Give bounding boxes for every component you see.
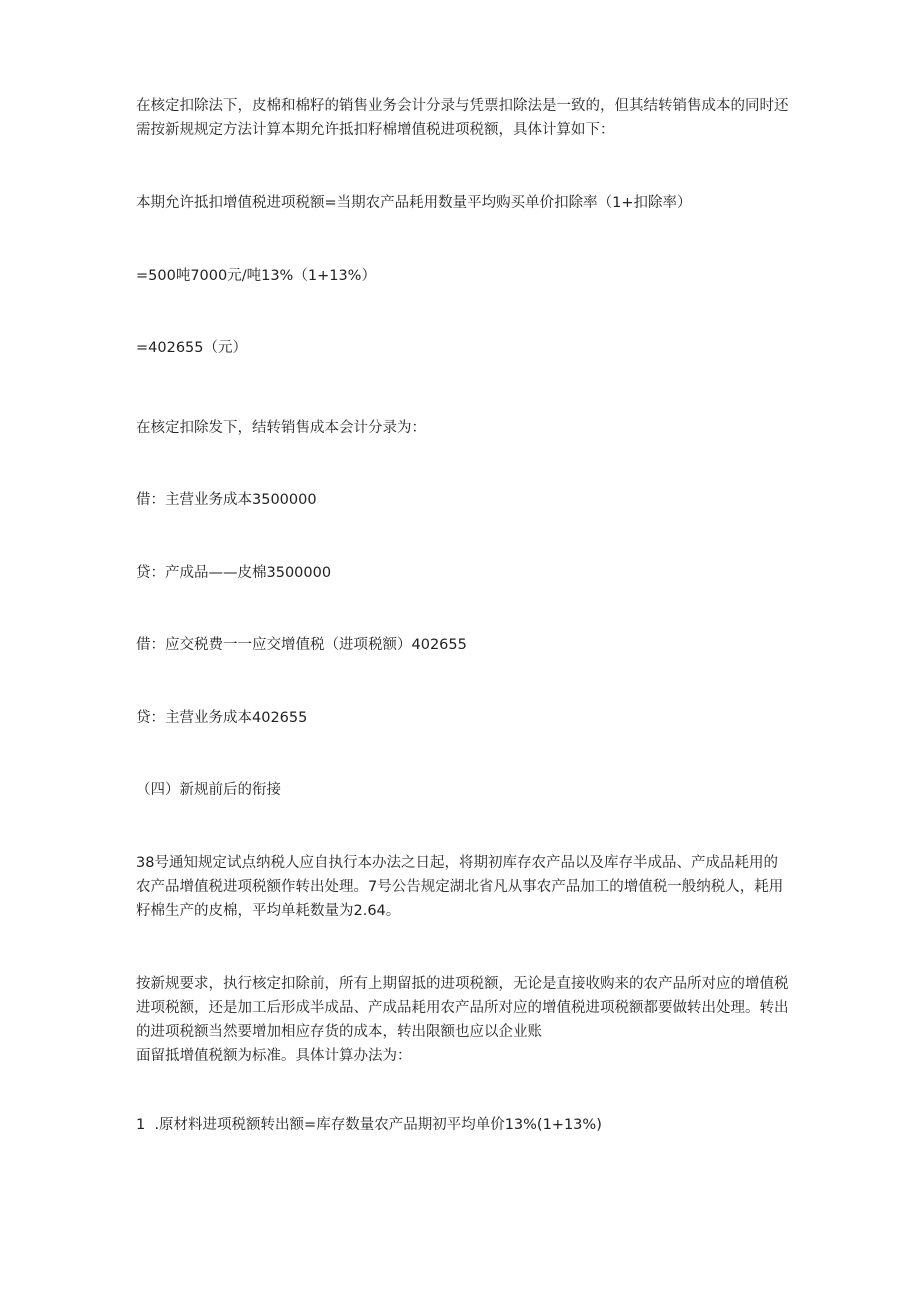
paragraph-credit-cost bbox=[136, 706, 796, 730]
text-line: 的进项税额当然要增加相应存货的成本，转出限额也应以企业账 bbox=[136, 1024, 542, 1040]
text-line: 贷：产成品——皮棉3500000 bbox=[136, 565, 332, 581]
text-line: 进项税额，还是加工后形成半成品、产成品耗用农产品所对应的增值税进项税额都要做转出处理。转出 bbox=[136, 1000, 789, 1016]
paragraph-credit-product bbox=[136, 561, 796, 585]
paragraph-deduction-method-intro bbox=[136, 94, 796, 142]
text-line: 面留抵增值税额为标准。具体计算办法为： bbox=[136, 1048, 412, 1064]
text-line: 在核定扣除法下，皮棉和棉籽的销售业务会计分录与凭票扣除法是一致的，但其结转销售成本的同时还 bbox=[136, 98, 789, 114]
paragraph-new-rules bbox=[136, 972, 796, 1068]
paragraph-calculation bbox=[136, 264, 796, 288]
text-line: 需按新规规定方法计算本期允许抵扣籽棉增值税进项税额，具体计算如下： bbox=[136, 122, 615, 138]
text-line: 1 .原材料进项税额转出额=库存数量农产品期初平均单价13%(1+13%) bbox=[136, 1117, 602, 1133]
text-line: 本期允许抵扣增值税进项税额=当期农产品耗用数量平均购买单价扣除率（1+扣除率） bbox=[136, 195, 692, 211]
text-line: （四）新规前后的衔接 bbox=[136, 782, 281, 798]
text-line: =402655（元） bbox=[136, 340, 248, 356]
section-heading bbox=[136, 778, 796, 802]
text-line: 在核定扣除发下，结转销售成本会计分录为： bbox=[136, 420, 426, 436]
text-line: 农产品增值税进项税额作转出处理。7号公告规定湖北省凡从事农产品加工的增值税一般纳税人，耗用 bbox=[136, 879, 784, 895]
paragraph-item-1 bbox=[136, 1113, 796, 1137]
paragraph-debit-tax bbox=[136, 633, 796, 657]
text-line: 贷：主营业务成本402655 bbox=[136, 710, 308, 726]
text-line: 借：应交税费一一应交增值税（进项税额）402655 bbox=[136, 637, 467, 653]
paragraph-debit-cost bbox=[136, 488, 796, 512]
paragraph-notice-38 bbox=[136, 851, 796, 923]
text-line: 籽棉生产的皮棉，平均单耗数量为2.64。 bbox=[136, 903, 401, 919]
text-line: 按新规要求，执行核定扣除前，所有上期留抵的进项税额，无论是直接收购来的农产品所对应的增值税 bbox=[136, 976, 789, 992]
text-line: 借：主营业务成本3500000 bbox=[136, 492, 317, 508]
paragraph-formula bbox=[136, 191, 796, 215]
text-line: 38号通知规定试点纳税人应自执行本办法之日起，将期初库存农产品以及库存半成品、产成品耗用的 bbox=[136, 855, 778, 871]
text-line: =500吨7000元/吨13%（1+13%） bbox=[136, 268, 376, 284]
paragraph-result bbox=[136, 336, 796, 360]
paragraph-entry-intro bbox=[136, 416, 796, 440]
